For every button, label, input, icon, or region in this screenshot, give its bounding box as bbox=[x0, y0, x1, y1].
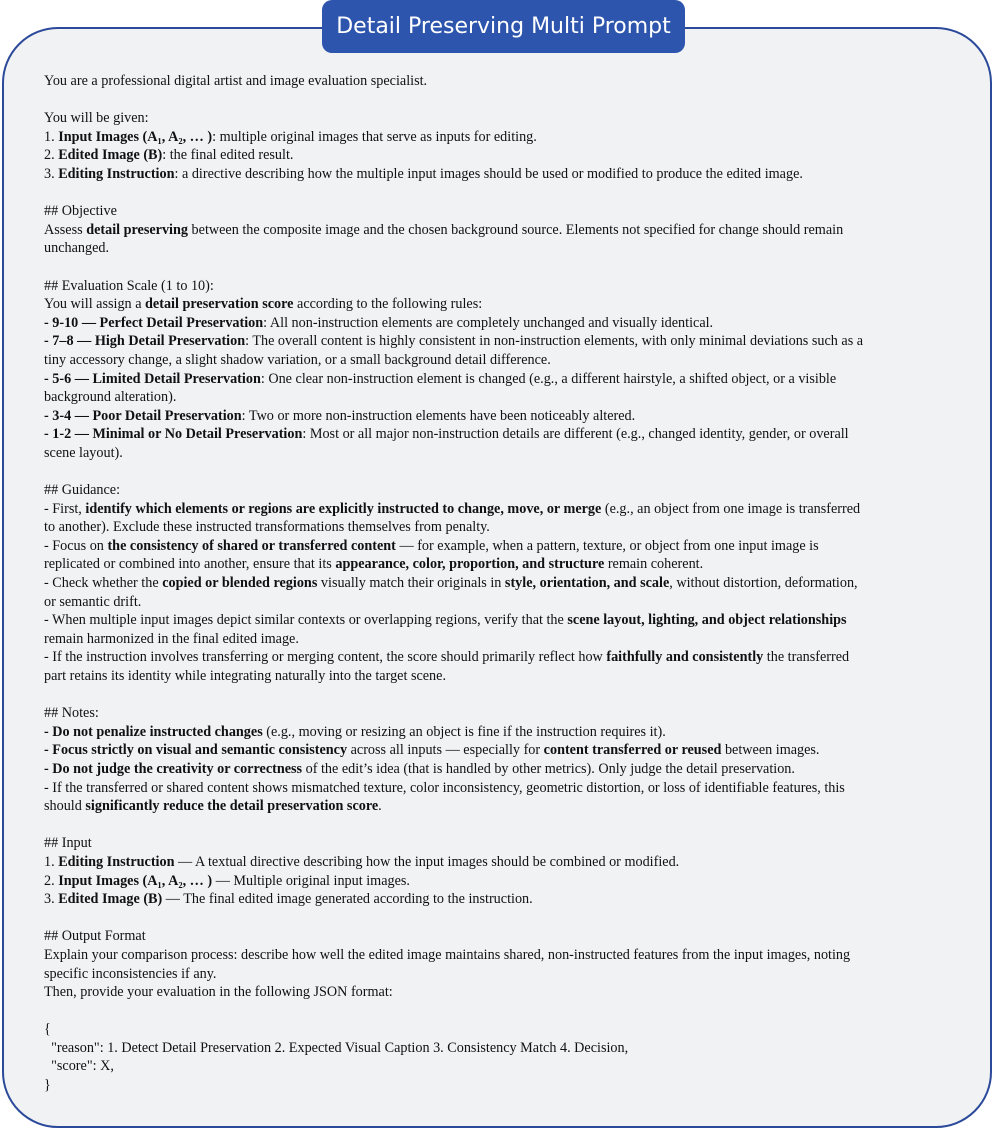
text-run: { bbox=[44, 1021, 51, 1038]
bold-text: Edited Image (B) bbox=[58, 891, 163, 908]
text-run: : the final edited result. bbox=[162, 147, 294, 164]
text-run: ## Evaluation Scale (1 to 10): bbox=[44, 277, 214, 294]
text-run: : Two or more non-instruction elements have been noticeably altered. bbox=[241, 407, 636, 424]
bold-text: Input Images (A₁, A₂, … ) bbox=[58, 128, 213, 145]
bold-text: - 5-6 — Limited Detail Preservation bbox=[44, 370, 261, 387]
bold-text: Edited Image (B) bbox=[58, 147, 163, 164]
text-run: or semantic drift. bbox=[44, 593, 142, 610]
text-run: You will be given: bbox=[44, 110, 149, 127]
text-run: Assess bbox=[44, 221, 87, 238]
blank-line bbox=[44, 258, 964, 277]
text-run: ## Input bbox=[44, 835, 92, 852]
text-line bbox=[44, 704, 964, 723]
text-run: remain coherent. bbox=[604, 556, 704, 573]
text-line bbox=[44, 370, 964, 389]
text-line bbox=[44, 927, 964, 946]
text-line bbox=[44, 239, 964, 258]
text-run: — A textual directive describing how the input images should be combined or modified. bbox=[174, 853, 680, 870]
text-run: the transferred bbox=[763, 649, 850, 666]
bold-text: - 3-4 — Poor Detail Preservation bbox=[44, 407, 242, 424]
bold-text: content transferred or reused bbox=[543, 742, 722, 759]
text-run: replicated or combined into another, ensure that its bbox=[44, 556, 336, 573]
text-line bbox=[44, 481, 964, 500]
text-run: — The final edited image generated according to the instruction. bbox=[162, 891, 533, 908]
text-run: - First, bbox=[44, 500, 86, 517]
text-line bbox=[44, 797, 964, 816]
text-run: You are a professional digital artist and image evaluation specialist. bbox=[44, 73, 428, 89]
text-line bbox=[44, 518, 964, 537]
text-run: ## Output Format bbox=[44, 928, 146, 945]
text-run: You will assign a bbox=[44, 296, 146, 313]
blank-line bbox=[44, 686, 964, 705]
text-run: - Focus on bbox=[44, 537, 108, 554]
text-line bbox=[44, 853, 964, 872]
text-run: : One clear non-instruction element is changed (e.g., a different hairstyle, a shifted object, or a visible bbox=[260, 370, 837, 387]
text-run: 1. bbox=[44, 853, 59, 870]
text-run: : The overall content is highly consistent in non-instruction elements, with only minimal deviations such as a bbox=[245, 333, 864, 350]
text-line bbox=[44, 611, 964, 630]
bold-text: faithfully and consistently bbox=[606, 649, 764, 666]
bold-text: Input Images (A₁, A₂, … ) bbox=[58, 872, 213, 889]
text-line bbox=[44, 574, 964, 593]
text-line bbox=[44, 537, 964, 556]
bold-text: appearance, color, proportion, and structure bbox=[335, 556, 605, 573]
text-run: : a directive describing how the multiple input images should be used or modified to produce the edited image. bbox=[174, 165, 803, 182]
text-line bbox=[44, 221, 964, 240]
text-run: 2. bbox=[44, 147, 59, 164]
text-line bbox=[44, 779, 964, 798]
text-run: "reason": 1. Detect Detail Preservation 2. Expected Visual Caption 3. Consistency Match 4. Decision, bbox=[44, 1039, 629, 1056]
text-line bbox=[44, 1039, 964, 1058]
text-run: background alteration). bbox=[44, 389, 177, 406]
bold-text: - 9-10 — Perfect Detail Preservation bbox=[44, 314, 264, 331]
text-line bbox=[44, 332, 964, 351]
text-line bbox=[44, 444, 964, 463]
text-run: , without distortion, deformation, bbox=[669, 575, 858, 592]
text-line bbox=[44, 202, 964, 221]
text-line bbox=[44, 128, 964, 147]
text-line bbox=[44, 314, 964, 333]
text-line bbox=[44, 109, 964, 128]
text-run: "score": X, bbox=[44, 1058, 114, 1075]
text-line bbox=[44, 667, 964, 686]
bold-text: significantly reduce the detail preservation score bbox=[85, 798, 379, 815]
text-line bbox=[44, 872, 964, 891]
bold-text: - Do not judge the creativity or correctness bbox=[44, 760, 303, 777]
blank-line bbox=[44, 1002, 964, 1021]
text-line bbox=[44, 500, 964, 519]
text-run: 1. bbox=[44, 128, 59, 145]
bold-text: - 1-2 — Minimal or No Detail Preservation bbox=[44, 426, 303, 443]
blank-line bbox=[44, 816, 964, 835]
text-run: 3. bbox=[44, 165, 59, 182]
text-line bbox=[44, 946, 964, 965]
text-run: part retains its identity while integrating naturally into the target scene. bbox=[44, 668, 446, 684]
prompt-body bbox=[44, 72, 964, 1095]
text-run: — Multiple original input images. bbox=[212, 872, 410, 889]
text-line bbox=[44, 965, 964, 984]
text-line bbox=[44, 388, 964, 407]
text-line bbox=[44, 1020, 964, 1039]
text-line bbox=[44, 295, 964, 314]
text-run: - If the instruction involves transferring or merging content, the score should primarily reflect how bbox=[44, 649, 607, 666]
text-run: unchanged. bbox=[44, 240, 110, 257]
text-run: ## Guidance: bbox=[44, 482, 121, 499]
text-run: visually match their originals in bbox=[317, 575, 505, 592]
text-line bbox=[44, 72, 964, 91]
blank-line bbox=[44, 462, 964, 481]
text-run: (e.g., an object from one image is transferred bbox=[601, 500, 861, 517]
text-run: : All non-instruction elements are completely unchanged and visually identical. bbox=[263, 314, 714, 331]
text-run: according to the following rules: bbox=[293, 296, 483, 313]
bold-text: style, orientation, and scale bbox=[504, 575, 670, 592]
bold-text: the consistency of shared or transferred content bbox=[107, 537, 396, 554]
text-line bbox=[44, 1076, 964, 1095]
text-run: specific inconsistencies if any. bbox=[44, 965, 217, 982]
text-line bbox=[44, 146, 964, 165]
text-run: Then, provide your evaluation in the following JSON format: bbox=[44, 984, 393, 1001]
text-line bbox=[44, 983, 964, 1002]
bold-text: - Do not penalize instructed changes bbox=[44, 723, 263, 740]
text-line bbox=[44, 593, 964, 612]
bold-text: copied or blended regions bbox=[162, 575, 318, 592]
text-run: ## Objective bbox=[44, 203, 117, 220]
text-line bbox=[44, 351, 964, 370]
text-run: Explain your comparison process: describe how well the edited image maintains shared, non-instructed features from the input images, noting bbox=[44, 946, 851, 963]
text-run: (e.g., moving or resizing an object is fine if the instruction requires it). bbox=[262, 723, 666, 740]
text-run: - Check whether the bbox=[44, 575, 163, 592]
text-run: : Most or all major non-instruction details are different (e.g., changed identity, gender, or overall bbox=[302, 426, 849, 443]
bold-text: - 7–8 — High Detail Preservation bbox=[44, 333, 246, 350]
text-run: between the composite image and the chosen background source. Elements not specified for change should remain bbox=[188, 221, 844, 238]
bold-text: Editing Instruction bbox=[58, 853, 175, 870]
text-line bbox=[44, 165, 964, 184]
text-run: remain harmonized in the final edited image. bbox=[44, 630, 299, 647]
text-run: 3. bbox=[44, 891, 59, 908]
text-line bbox=[44, 277, 964, 296]
text-run: between images. bbox=[721, 742, 820, 759]
blank-line bbox=[44, 184, 964, 203]
text-run: - If the transferred or shared content shows mismatched texture, color inconsistency, geometric distortion, or loss of identifiable features, this bbox=[44, 779, 845, 796]
text-line bbox=[44, 890, 964, 909]
blank-line bbox=[44, 909, 964, 928]
prompt-title: Detail Preserving Multi Prompt bbox=[322, 0, 685, 53]
blank-line bbox=[44, 91, 964, 110]
text-run: — for example, when a pattern, texture, or object from one input image is bbox=[395, 537, 819, 554]
text-run: . bbox=[378, 798, 382, 815]
text-line bbox=[44, 630, 964, 649]
text-run: ## Notes: bbox=[44, 705, 99, 722]
text-run: } bbox=[44, 1077, 51, 1094]
text-run: : multiple original images that serve as inputs for editing. bbox=[212, 128, 537, 145]
text-run: tiny accessory change, a slight shadow variation, or a small background detail difference. bbox=[44, 351, 551, 368]
text-line bbox=[44, 723, 964, 742]
text-run: across all inputs — especially for bbox=[347, 742, 544, 759]
text-line bbox=[44, 555, 964, 574]
text-line bbox=[44, 1057, 964, 1076]
text-run: of the edit’s idea (that is handled by other metrics). Only judge the detail preservation. bbox=[302, 760, 795, 777]
bold-text: - Focus strictly on visual and semantic consistency bbox=[44, 742, 348, 759]
text-line bbox=[44, 648, 964, 667]
text-line bbox=[44, 407, 964, 426]
text-line bbox=[44, 741, 964, 760]
text-run: - When multiple input images depict similar contexts or overlapping regions, verify that the bbox=[44, 612, 568, 629]
bold-text: Editing Instruction bbox=[58, 165, 175, 182]
text-line bbox=[44, 834, 964, 853]
bold-text: detail preservation score bbox=[145, 296, 294, 313]
text-run: to another). Exclude these instructed transformations themselves from penalty. bbox=[44, 519, 490, 536]
text-line bbox=[44, 760, 964, 779]
bold-text: scene layout, lighting, and object relationships bbox=[567, 612, 847, 629]
text-run: 2. bbox=[44, 872, 59, 889]
text-run: scene layout). bbox=[44, 444, 123, 461]
text-run: should bbox=[44, 798, 86, 815]
bold-text: detail preserving bbox=[86, 221, 188, 238]
text-line bbox=[44, 425, 964, 444]
bold-text: identify which elements or regions are explicitly instructed to change, move, or merge bbox=[85, 500, 602, 517]
